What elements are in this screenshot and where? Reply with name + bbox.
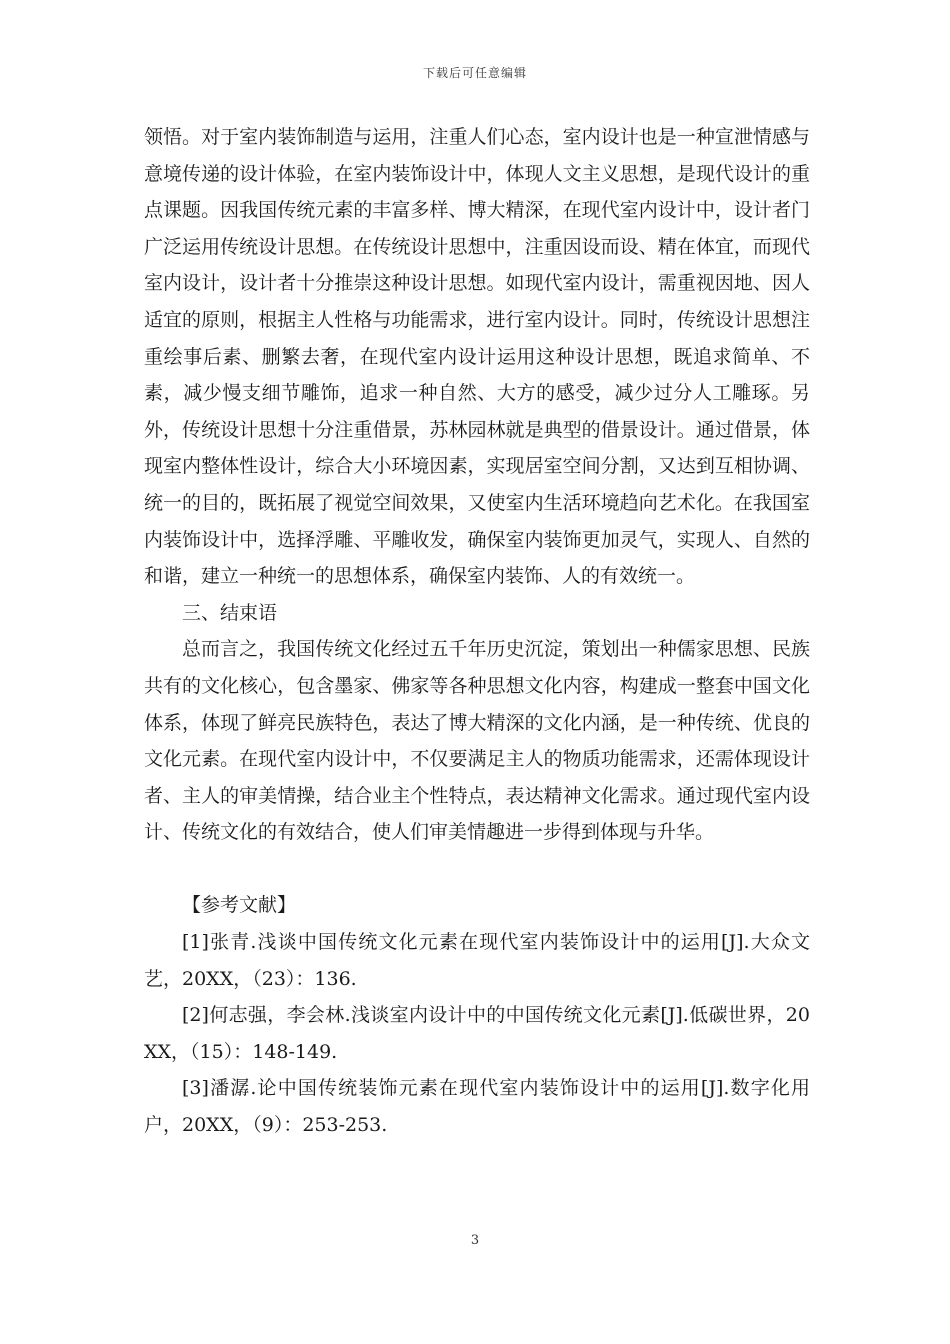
reference-item: [2]何志强，李会林.浅谈室内设计中的中国传统文化元素[J].低碳世界，20XX，（15）：148-149. — [144, 1004, 810, 1063]
body-paragraph-continued: 领悟。对于室内装饰制造与运用，注重人们心态，室内设计也是一种宣泄情感与意境传递的设计体验，在室内装饰设计中，体现人文主义思想，是现代设计的重点课题。因我国传统元素的丰富多样、博大精深，在现代室内设计中，设计者门广泛运用传统设计思想。在传统设计思想中，注重因设而设、精在体宜，而现代室内设计，设计者十分推崇这种设计思想。如现代室内设计，需重视因地、因人适宜的原则，根据主人性格与功能需求，进行室内设计。同时，传统设计思想注重绘事后素、删繁去奢，在现代室内设计运用这种设计思想，既追求简单、不素，减少慢支细节雕饰，追求一种自然、大方的感受，减少过分人工雕琢。另外，传统设计思想十分注重借景，苏林园林就是典型的借景设计。通过借景，体现室内整体性设计，综合大小环境因素，实现居室空间分割，又达到互相协调、统一的目的，既拓展了视觉空间效果，又使室内生活环境趋向艺术化。在我国室内装饰设计中，选择浮雕、平雕收发，确保室内装饰更加灵气，实现人、自然的和谐，建立一种统一的思想体系，确保室内装饰、人的有效统一。 — [144, 126, 810, 588]
section-spacer — [144, 851, 810, 888]
reference-item: [1]张青.浅谈中国传统文化元素在现代室内装饰设计中的运用[J].大众文艺，20XX，（23）：136. — [144, 931, 810, 990]
reference-item: [3]潘潺.论中国传统装饰元素在现代室内装饰设计中的运用[J].数字化用户，20XX，（9）：253-253. — [144, 1077, 810, 1137]
section-heading: 三、结束语 — [182, 601, 278, 624]
header-note: 下载后可任意编辑 — [422, 66, 527, 80]
references-heading: 【参考文献】 — [182, 894, 297, 917]
page-number: 3 — [470, 1233, 480, 1248]
conclusion-paragraph: 总而言之，我国传统文化经过五千年历史沉淀，策划出一种儒家思想、民族共有的文化核心，包含墨家、佛家等各种思想文化内容，构建成一整套中国文化体系，体现了鲜亮民族特色，表达了博大精深的文化内涵，是一种传统、优良的文化元素。在现代室内设计中，不仅要满足主人的物质功能需求，还需体现设计者、主人的审美情操，结合业主个性特点，表达精神文化需求。通过现代室内设计、传统文化的有效结合，使人们审美情趣进一步得到体现与升华。 — [144, 638, 810, 844]
document-body — [144, 119, 810, 1144]
